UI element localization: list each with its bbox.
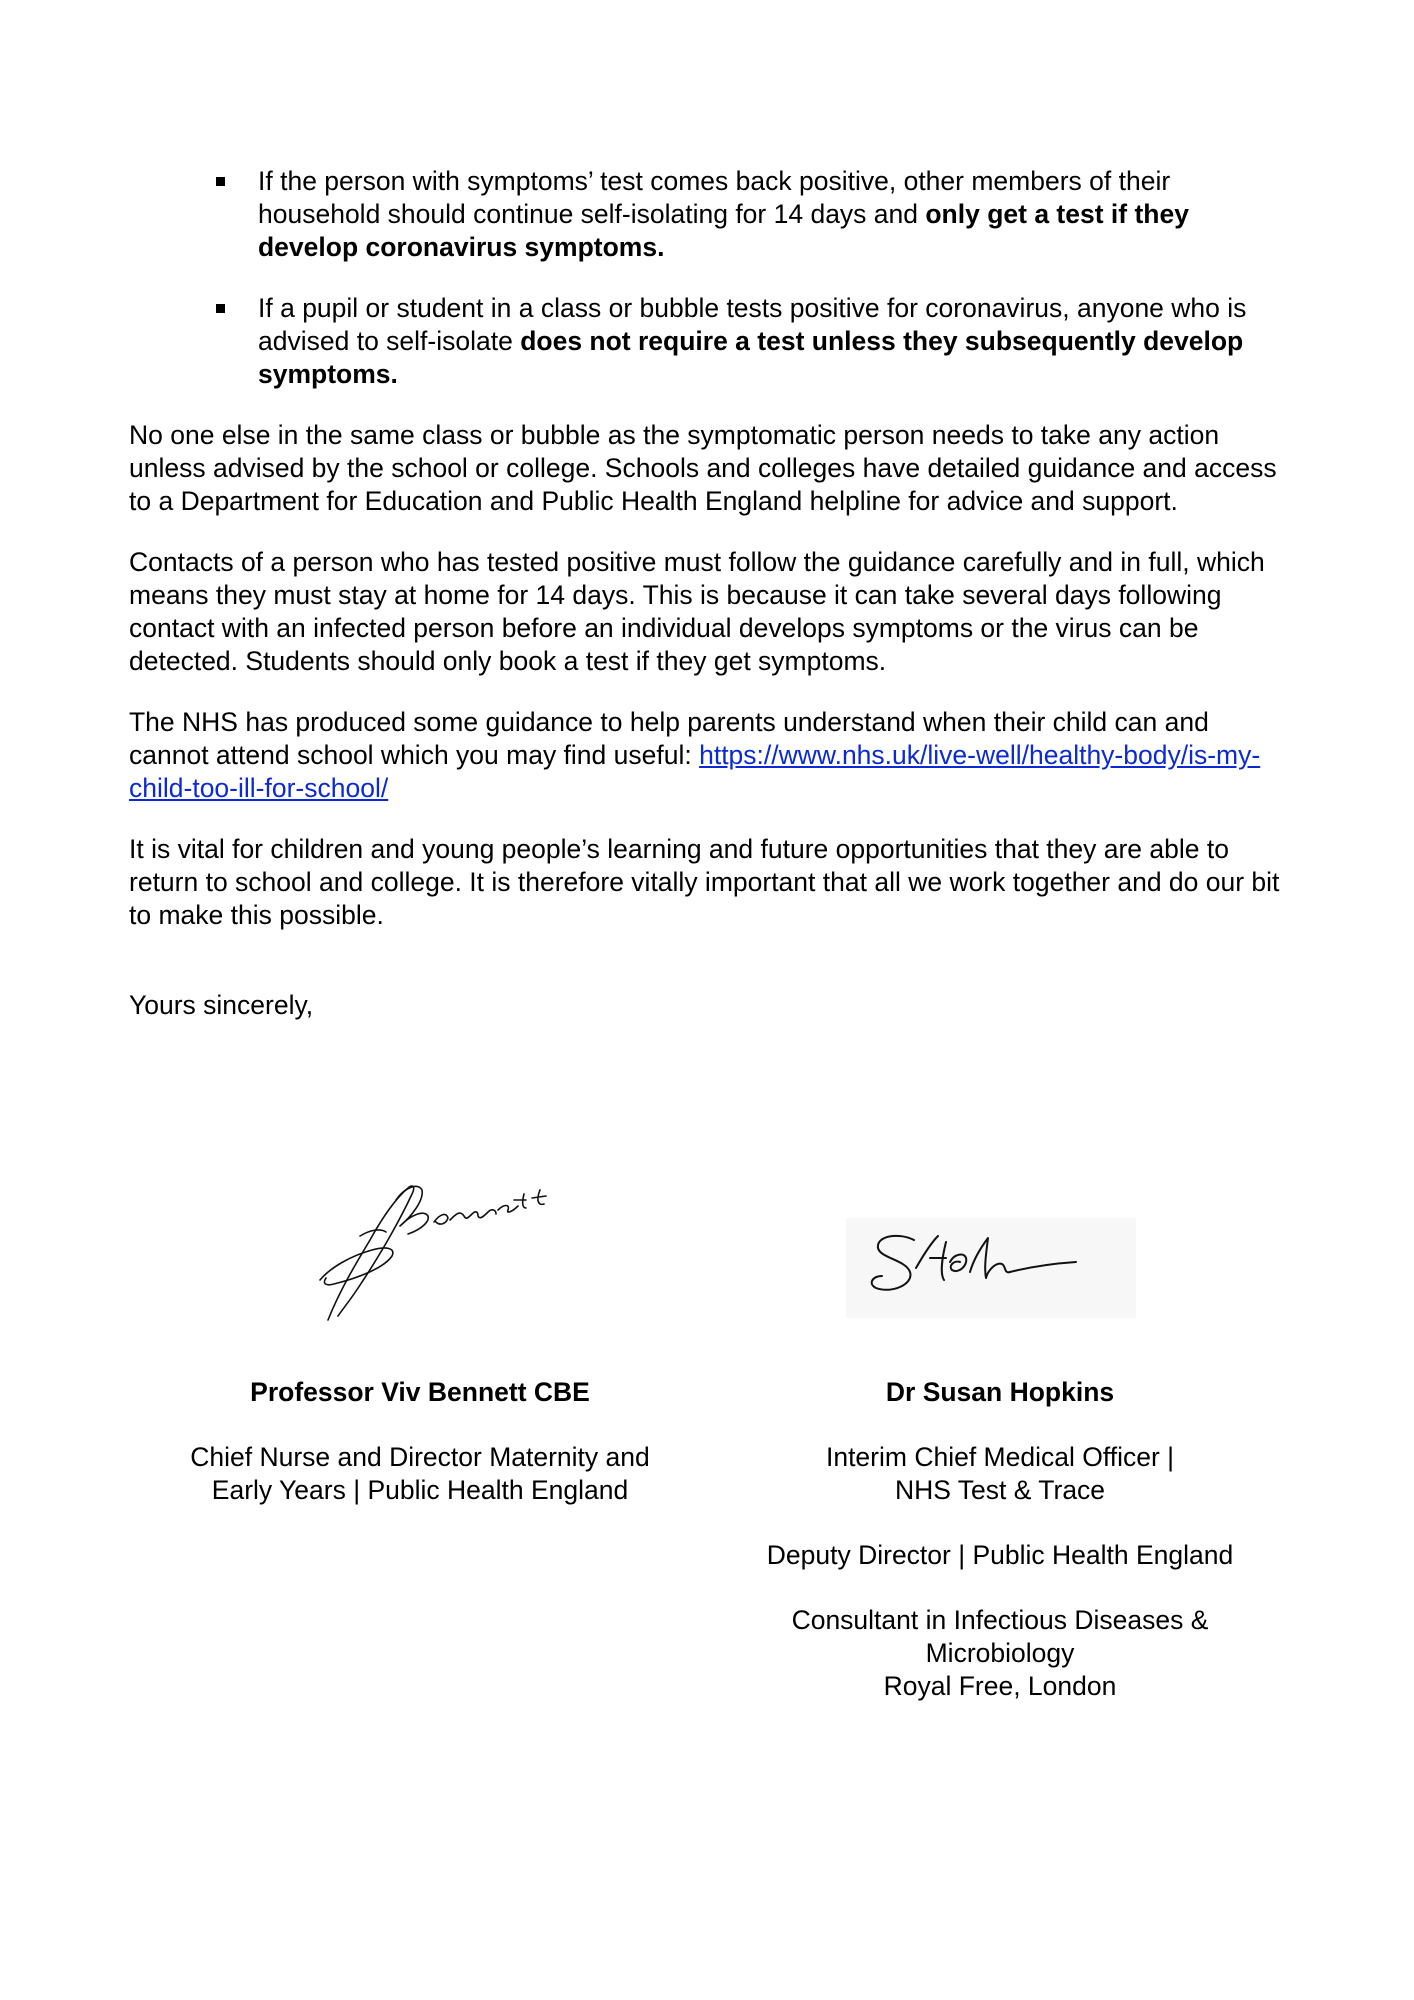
signatory-role: [720, 1441, 1280, 1507]
role-line: Royal Free, London: [883, 1671, 1117, 1701]
signatory-role: [140, 1441, 700, 1507]
role-line: Early Years | Public Health England: [211, 1475, 629, 1505]
bullet-item-class-bubble: [129, 292, 1258, 391]
role-line: NHS Test & Trace: [894, 1475, 1106, 1505]
bullet-emphasis: only get a test if they develop coronavirus symptoms.: [258, 199, 1189, 262]
letter-body: [129, 165, 1294, 1050]
role-line: Microbiology: [925, 1638, 1075, 1668]
signatory-name: Professor Viv Bennett CBE: [250, 1377, 590, 1407]
bullet-text: If the person with symptoms’ test comes back positive, other members of their household should continue self-isolating for 14 days and: [258, 166, 1171, 229]
closing-salutation: Yours sincerely,: [129, 990, 314, 1020]
signatory-name: Dr Susan Hopkins: [885, 1377, 1115, 1407]
signatory-bennett: [140, 1376, 700, 1539]
square-bullet-icon: [216, 177, 225, 186]
paragraph-nhs-guidance-text: The NHS has produced some guidance to help parents understand when their child can and cannot attend school which you may find useful:: [129, 707, 1209, 770]
role-line: Consultant in Infectious Diseases &: [791, 1605, 1209, 1635]
bullet-list: [129, 165, 1294, 391]
role-line: Chief Nurse and Director Maternity and: [190, 1442, 650, 1472]
role-line: Deputy Director | Public Health England: [766, 1540, 1234, 1570]
bullet-emphasis: does not require a test unless they subsequently develop symptoms.: [258, 326, 1244, 389]
signatory-role: [720, 1539, 1280, 1572]
bullet-text: If a pupil or student in a class or bubble tests positive for coronavirus, anyone who is advised to self-isolate: [258, 293, 1247, 356]
paragraph-contacts: Contacts of a person who has tested positive must follow the guidance carefully and in full, which means they must stay at home for 14 days. This is because it can take several days following contact with an infected person before an individual develops symptoms or the virus can be detected. Students should only book a test if they get symptoms.: [129, 547, 1265, 676]
signatures: [0, 1170, 1414, 1350]
paragraph-no-action: No one else in the same class or bubble as the symptomatic person needs to take any action unless advised by the school or college. Schools and colleges have detailed guidance and access to a Department for Education and Public Health England helpline for advice and support.: [129, 420, 1277, 516]
signatory-role: [720, 1604, 1280, 1703]
signature-susan-hopkins: [846, 1218, 1136, 1318]
signature-viv-bennett: [300, 1170, 560, 1330]
nhs-guidance-link[interactable]: https://www.nhs.uk/live-well/healthy-body/is-my-child-too-ill-for-school/: [129, 740, 1261, 803]
role-line: Interim Chief Medical Officer |: [825, 1442, 1175, 1472]
paragraph-nhs-guidance: [129, 706, 1294, 805]
paragraph-return-to-school: It is vital for children and young people’s learning and future opportunities that they are able to return to school and college. It is therefore vitally important that all we work together and do our bit to make this possible.: [129, 834, 1280, 930]
bullet-item-positive-test: [129, 165, 1258, 264]
square-bullet-icon: [216, 304, 225, 313]
signatory-hopkins: [720, 1376, 1280, 1735]
